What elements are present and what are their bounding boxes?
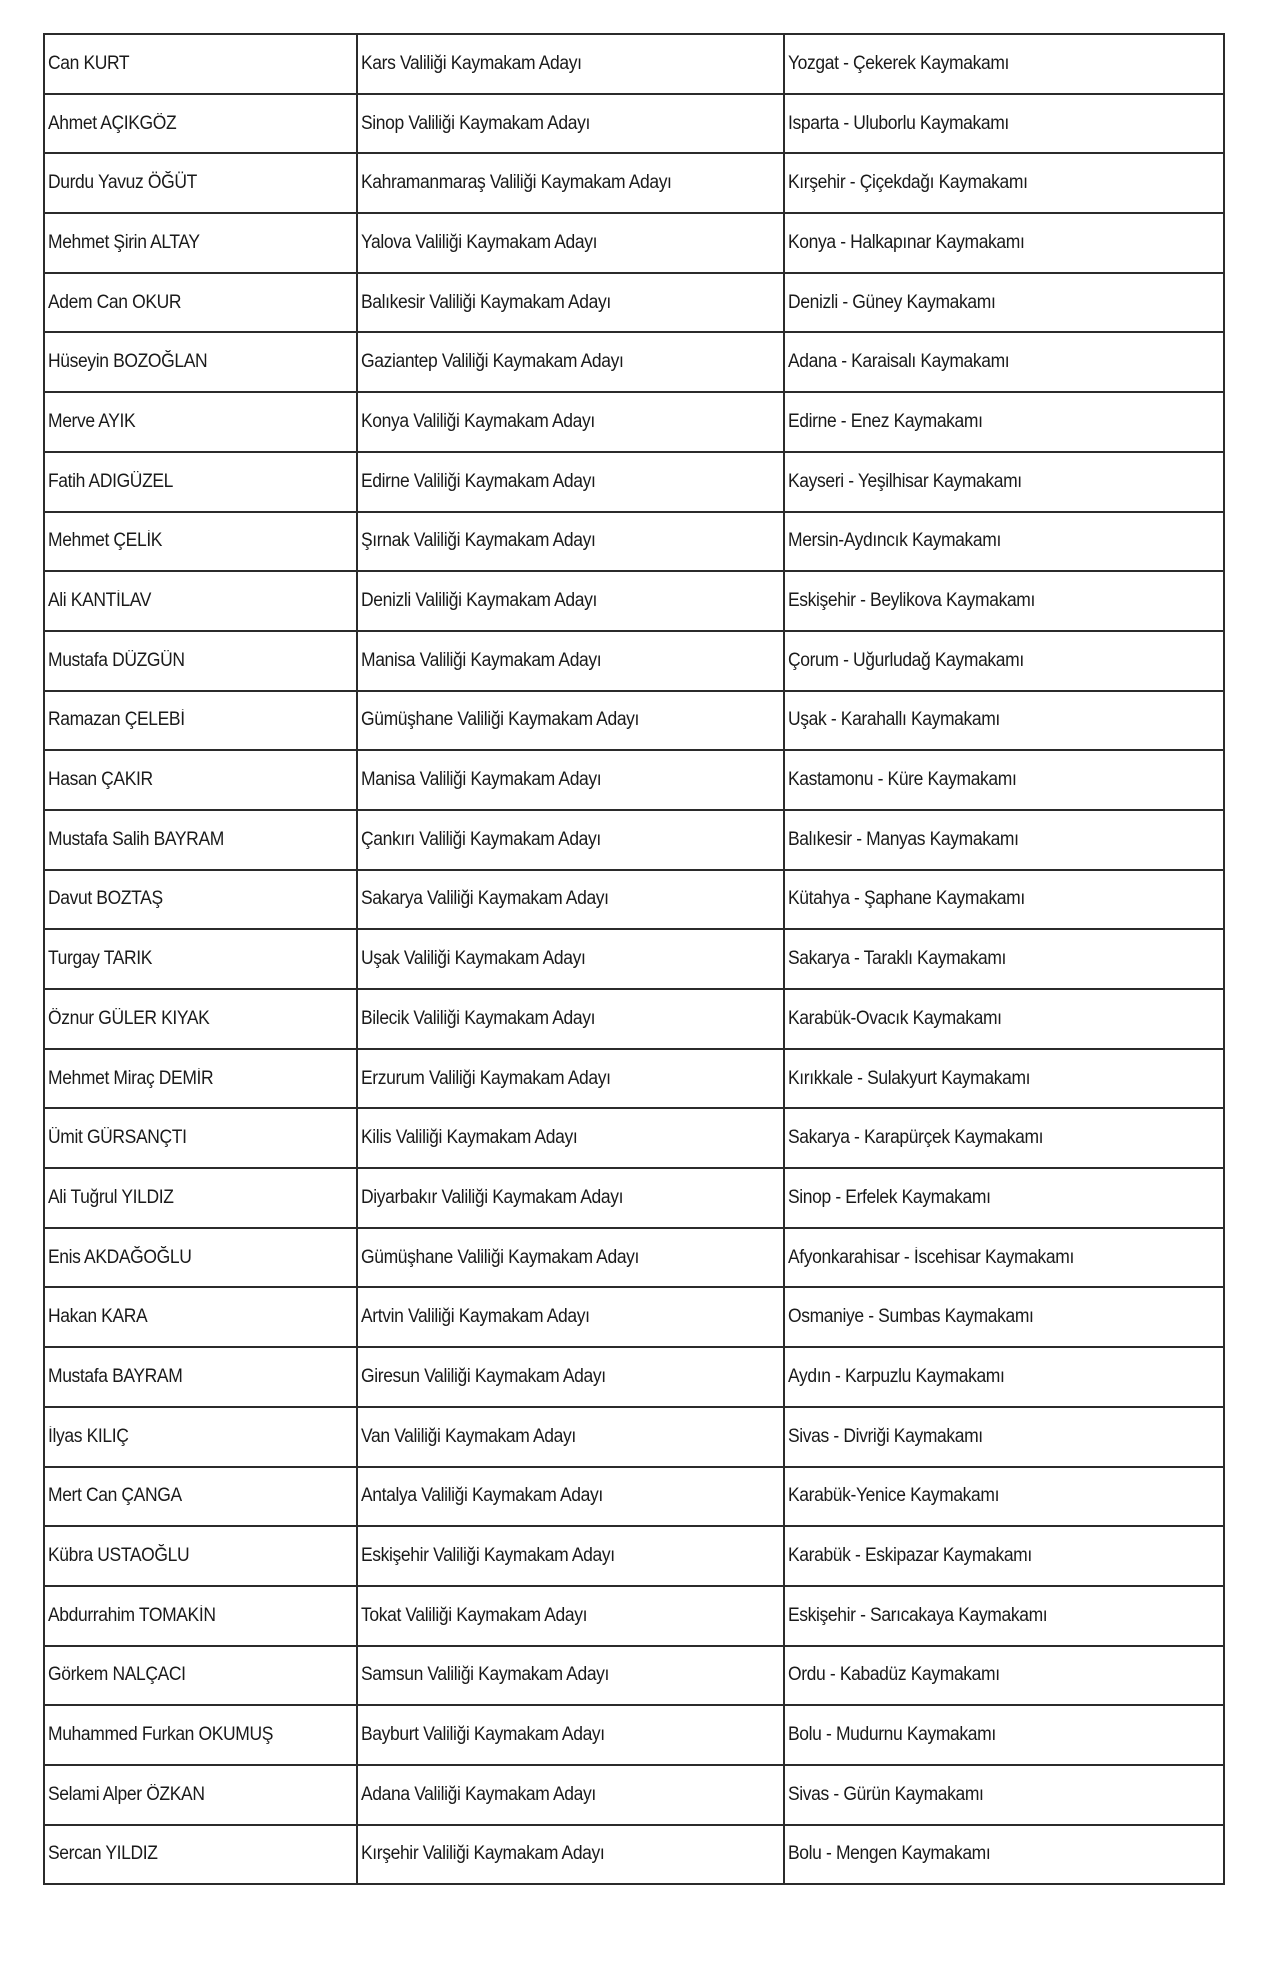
person-name-cell-text: Öznur GÜLER KIYAK xyxy=(48,1007,210,1029)
current-post-cell xyxy=(357,1526,784,1586)
table-row xyxy=(44,989,1224,1049)
person-name-cell xyxy=(44,1407,357,1467)
person-name-cell-text: Mustafa BAYRAM xyxy=(48,1365,183,1387)
new-post-cell xyxy=(784,153,1224,213)
person-name-cell-text: Ümit GÜRSANÇTI xyxy=(48,1127,187,1149)
new-post-cell-text: Afyonkarahisar - İscehisar Kaymakamı xyxy=(788,1246,1074,1268)
new-post-cell xyxy=(784,34,1224,94)
new-post-cell-text: Ordu - Kabadüz Kaymakamı xyxy=(788,1664,1000,1686)
current-post-cell-text: Şırnak Valiliği Kaymakam Adayı xyxy=(361,530,596,552)
new-post-cell xyxy=(784,1407,1224,1467)
table-row xyxy=(44,631,1224,691)
new-post-cell xyxy=(784,1049,1224,1109)
current-post-cell xyxy=(357,1646,784,1706)
current-post-cell-text: Edirne Valiliği Kaymakam Adayı xyxy=(361,470,596,492)
new-post-cell xyxy=(784,452,1224,512)
person-name-cell xyxy=(44,213,357,273)
table-row xyxy=(44,1765,1224,1825)
current-post-cell xyxy=(357,1347,784,1407)
current-post-cell xyxy=(357,750,784,810)
person-name-cell-text: Mehmet ÇELİK xyxy=(48,530,163,552)
new-post-cell-text: Yozgat - Çekerek Kaymakamı xyxy=(788,52,1010,74)
current-post-cell-text: Kahramanmaraş Valiliği Kaymakam Adayı xyxy=(361,172,672,194)
table-row xyxy=(44,1825,1224,1885)
current-post-cell-text: Gümüşhane Valiliği Kaymakam Adayı xyxy=(361,709,640,731)
current-post-cell xyxy=(357,1407,784,1467)
new-post-cell xyxy=(784,750,1224,810)
new-post-cell xyxy=(784,989,1224,1049)
person-name-cell-text: Mert Can ÇANGA xyxy=(48,1485,182,1507)
current-post-cell xyxy=(357,213,784,273)
table-row xyxy=(44,512,1224,572)
person-name-cell-text: Mustafa DÜZGÜN xyxy=(48,649,185,671)
person-name-cell xyxy=(44,929,357,989)
table-row xyxy=(44,1168,1224,1228)
table-row xyxy=(44,1467,1224,1527)
person-name-cell xyxy=(44,332,357,392)
new-post-cell-text: Eskişehir - Beylikova Kaymakamı xyxy=(788,590,1035,612)
new-post-cell-text: Karabük-Yenice Kaymakamı xyxy=(788,1485,1000,1507)
current-post-cell-text: Sakarya Valiliği Kaymakam Adayı xyxy=(361,888,609,910)
person-name-cell xyxy=(44,1765,357,1825)
current-post-cell xyxy=(357,1467,784,1527)
table-row xyxy=(44,929,1224,989)
table-row xyxy=(44,34,1224,94)
person-name-cell-text: Selami Alper ÖZKAN xyxy=(48,1783,205,1805)
table-row xyxy=(44,1526,1224,1586)
current-post-cell xyxy=(357,1228,784,1288)
table-row xyxy=(44,870,1224,930)
new-post-cell-text: Aydın - Karpuzlu Kaymakamı xyxy=(788,1365,1005,1387)
table-row xyxy=(44,810,1224,870)
person-name-cell-text: Mustafa Salih BAYRAM xyxy=(48,828,224,850)
person-name-cell-text: Ramazan ÇELEBİ xyxy=(48,709,185,731)
current-post-cell xyxy=(357,1586,784,1646)
person-name-cell xyxy=(44,1646,357,1706)
current-post-cell-text: Çankırı Valiliği Kaymakam Adayı xyxy=(361,828,601,850)
table-row xyxy=(44,691,1224,751)
new-post-cell-text: Sivas - Divriği Kaymakamı xyxy=(788,1425,983,1447)
current-post-cell-text: Balıkesir Valiliği Kaymakam Adayı xyxy=(361,291,611,313)
person-name-cell xyxy=(44,1825,357,1885)
person-name-cell-text: Fatih ADIGÜZEL xyxy=(48,470,174,492)
person-name-cell-text: İlyas KILIÇ xyxy=(48,1425,129,1447)
current-post-cell-text: Diyarbakır Valiliği Kaymakam Adayı xyxy=(361,1186,624,1208)
current-post-cell-text: Gaziantep Valiliği Kaymakam Adayı xyxy=(361,351,624,373)
current-post-cell xyxy=(357,929,784,989)
current-post-cell-text: Manisa Valiliği Kaymakam Adayı xyxy=(361,649,602,671)
person-name-cell-text: Ahmet AÇIKGÖZ xyxy=(48,112,177,134)
new-post-cell xyxy=(784,1825,1224,1885)
new-post-cell-text: Denizli - Güney Kaymakamı xyxy=(788,291,996,313)
current-post-cell xyxy=(357,1168,784,1228)
person-name-cell xyxy=(44,810,357,870)
person-name-cell xyxy=(44,750,357,810)
person-name-cell xyxy=(44,1467,357,1527)
new-post-cell-text: Bolu - Mengen Kaymakamı xyxy=(788,1843,991,1865)
person-name-cell xyxy=(44,1049,357,1109)
new-post-cell-text: Sivas - Gürün Kaymakamı xyxy=(788,1783,984,1805)
new-post-cell-text: Mersin-Aydıncık Kaymakamı xyxy=(788,530,1001,552)
table-row xyxy=(44,452,1224,512)
new-post-cell-text: Sakarya - Karapürçek Kaymakamı xyxy=(788,1127,1044,1149)
person-name-cell xyxy=(44,1526,357,1586)
table-row xyxy=(44,153,1224,213)
new-post-cell-text: Edirne - Enez Kaymakamı xyxy=(788,410,983,432)
person-name-cell xyxy=(44,452,357,512)
person-name-cell-text: Merve AYIK xyxy=(48,410,136,432)
new-post-cell-text: Konya - Halkapınar Kaymakamı xyxy=(788,231,1025,253)
person-name-cell xyxy=(44,1586,357,1646)
person-name-cell xyxy=(44,1168,357,1228)
new-post-cell xyxy=(784,1705,1224,1765)
new-post-cell-text: Eskişehir - Sarıcakaya Kaymakamı xyxy=(788,1604,1048,1626)
person-name-cell-text: Kübra USTAOĞLU xyxy=(48,1545,190,1567)
table-row xyxy=(44,1586,1224,1646)
person-name-cell xyxy=(44,1287,357,1347)
current-post-cell xyxy=(357,153,784,213)
document-page xyxy=(43,33,1223,1885)
current-post-cell xyxy=(357,1825,784,1885)
current-post-cell-text: Giresun Valiliği Kaymakam Adayı xyxy=(361,1365,606,1387)
new-post-cell xyxy=(784,1467,1224,1527)
person-name-cell-text: Hüseyin BOZOĞLAN xyxy=(48,351,208,373)
new-post-cell-text: Karabük-Ovacık Kaymakamı xyxy=(788,1007,1002,1029)
new-post-cell xyxy=(784,810,1224,870)
new-post-cell-text: Sinop - Erfelek Kaymakamı xyxy=(788,1186,991,1208)
new-post-cell xyxy=(784,631,1224,691)
person-name-cell xyxy=(44,631,357,691)
current-post-cell xyxy=(357,452,784,512)
table-row xyxy=(44,750,1224,810)
new-post-cell xyxy=(784,1168,1224,1228)
person-name-cell xyxy=(44,392,357,452)
new-post-cell-text: Kayseri - Yeşilhisar Kaymakamı xyxy=(788,470,1022,492)
new-post-cell-text: Kütahya - Şaphane Kaymakamı xyxy=(788,888,1025,910)
new-post-cell-text: Kırıkkale - Sulakyurt Kaymakamı xyxy=(788,1067,1031,1089)
new-post-cell-text: Kırşehir - Çiçekdağı Kaymakamı xyxy=(788,172,1028,194)
current-post-cell xyxy=(357,512,784,572)
new-post-cell-text: Bolu - Mudurnu Kaymakamı xyxy=(788,1724,996,1746)
current-post-cell-text: Uşak Valiliği Kaymakam Adayı xyxy=(361,948,586,970)
person-name-cell xyxy=(44,1347,357,1407)
current-post-cell-text: Antalya Valiliği Kaymakam Adayı xyxy=(361,1485,603,1507)
current-post-cell xyxy=(357,1049,784,1109)
current-post-cell-text: Kilis Valiliği Kaymakam Adayı xyxy=(361,1127,578,1149)
person-name-cell-text: Durdu Yavuz ÖĞÜT xyxy=(48,172,197,194)
current-post-cell xyxy=(357,691,784,751)
person-name-cell xyxy=(44,273,357,333)
new-post-cell-text: Çorum - Uğurludağ Kaymakamı xyxy=(788,649,1024,671)
current-post-cell-text: Kars Valiliği Kaymakam Adayı xyxy=(361,52,582,74)
person-name-cell-text: Sercan YILDIZ xyxy=(48,1843,158,1865)
table-row xyxy=(44,1347,1224,1407)
current-post-cell xyxy=(357,392,784,452)
person-name-cell xyxy=(44,34,357,94)
person-name-cell xyxy=(44,989,357,1049)
person-name-cell xyxy=(44,153,357,213)
table-row xyxy=(44,392,1224,452)
person-name-cell-text: Muhammed Furkan OKUMUŞ xyxy=(48,1724,274,1746)
current-post-cell-text: Van Valiliği Kaymakam Adayı xyxy=(361,1425,576,1447)
table-row xyxy=(44,1108,1224,1168)
new-post-cell xyxy=(784,94,1224,154)
new-post-cell-text: Uşak - Karahallı Kaymakamı xyxy=(788,709,1000,731)
table-row xyxy=(44,571,1224,631)
new-post-cell xyxy=(784,1526,1224,1586)
person-name-cell xyxy=(44,94,357,154)
current-post-cell-text: Sinop Valiliği Kaymakam Adayı xyxy=(361,112,590,134)
current-post-cell xyxy=(357,34,784,94)
appointment-table-body xyxy=(44,34,1224,1884)
current-post-cell-text: Gümüşhane Valiliği Kaymakam Adayı xyxy=(361,1246,640,1268)
new-post-cell-text: Adana - Karaisalı Kaymakamı xyxy=(788,351,1010,373)
current-post-cell xyxy=(357,631,784,691)
current-post-cell xyxy=(357,870,784,930)
table-row xyxy=(44,1287,1224,1347)
table-row xyxy=(44,94,1224,154)
new-post-cell-text: Osmaniye - Sumbas Kaymakamı xyxy=(788,1306,1034,1328)
new-post-cell xyxy=(784,1287,1224,1347)
current-post-cell-text: Erzurum Valiliği Kaymakam Adayı xyxy=(361,1067,611,1089)
current-post-cell xyxy=(357,571,784,631)
person-name-cell xyxy=(44,691,357,751)
person-name-cell-text: Hasan ÇAKIR xyxy=(48,769,153,791)
current-post-cell xyxy=(357,332,784,392)
person-name-cell-text: Mehmet Miraç DEMİR xyxy=(48,1067,214,1089)
current-post-cell xyxy=(357,989,784,1049)
person-name-cell-text: Enis AKDAĞOĞLU xyxy=(48,1246,192,1268)
table-row xyxy=(44,213,1224,273)
person-name-cell xyxy=(44,1108,357,1168)
current-post-cell-text: Kırşehir Valiliği Kaymakam Adayı xyxy=(361,1843,605,1865)
new-post-cell xyxy=(784,1108,1224,1168)
current-post-cell-text: Samsun Valiliği Kaymakam Adayı xyxy=(361,1664,610,1686)
new-post-cell xyxy=(784,332,1224,392)
new-post-cell xyxy=(784,512,1224,572)
new-post-cell-text: Kastamonu - Küre Kaymakamı xyxy=(788,769,1017,791)
current-post-cell-text: Adana Valiliği Kaymakam Adayı xyxy=(361,1783,596,1805)
person-name-cell-text: Adem Can OKUR xyxy=(48,291,182,313)
current-post-cell-text: Yalova Valiliği Kaymakam Adayı xyxy=(361,231,598,253)
new-post-cell xyxy=(784,929,1224,989)
new-post-cell xyxy=(784,1347,1224,1407)
person-name-cell-text: Ali KANTİLAV xyxy=(48,590,152,612)
person-name-cell-text: Ali Tuğrul YILDIZ xyxy=(48,1186,174,1208)
person-name-cell xyxy=(44,571,357,631)
current-post-cell xyxy=(357,1765,784,1825)
person-name-cell-text: Görkem NALÇACI xyxy=(48,1664,186,1686)
current-post-cell xyxy=(357,1108,784,1168)
table-row xyxy=(44,1228,1224,1288)
current-post-cell-text: Eskişehir Valiliği Kaymakam Adayı xyxy=(361,1545,615,1567)
person-name-cell-text: Abdurrahim TOMAKİN xyxy=(48,1604,216,1626)
new-post-cell-text: Sakarya - Taraklı Kaymakamı xyxy=(788,948,1007,970)
table-row xyxy=(44,332,1224,392)
new-post-cell xyxy=(784,1586,1224,1646)
new-post-cell xyxy=(784,273,1224,333)
person-name-cell-text: Turgay TARIK xyxy=(48,948,153,970)
person-name-cell-text: Davut BOZTAŞ xyxy=(48,888,163,910)
current-post-cell xyxy=(357,94,784,154)
new-post-cell xyxy=(784,213,1224,273)
current-post-cell-text: Manisa Valiliği Kaymakam Adayı xyxy=(361,769,602,791)
current-post-cell-text: Artvin Valiliği Kaymakam Adayı xyxy=(361,1306,590,1328)
person-name-cell-text: Mehmet Şirin ALTAY xyxy=(48,231,200,253)
current-post-cell-text: Konya Valiliği Kaymakam Adayı xyxy=(361,410,595,432)
person-name-cell-text: Can KURT xyxy=(48,52,130,74)
current-post-cell xyxy=(357,1287,784,1347)
person-name-cell xyxy=(44,870,357,930)
current-post-cell xyxy=(357,810,784,870)
person-name-cell xyxy=(44,512,357,572)
current-post-cell-text: Bayburt Valiliği Kaymakam Adayı xyxy=(361,1724,605,1746)
person-name-cell-text: Hakan KARA xyxy=(48,1306,148,1328)
new-post-cell xyxy=(784,691,1224,751)
new-post-cell xyxy=(784,1646,1224,1706)
table-row xyxy=(44,1646,1224,1706)
table-row xyxy=(44,1407,1224,1467)
new-post-cell-text: Karabük - Eskipazar Kaymakamı xyxy=(788,1545,1032,1567)
new-post-cell xyxy=(784,1765,1224,1825)
new-post-cell xyxy=(784,571,1224,631)
new-post-cell xyxy=(784,392,1224,452)
current-post-cell-text: Denizli Valiliği Kaymakam Adayı xyxy=(361,590,598,612)
table-row xyxy=(44,1705,1224,1765)
table-row xyxy=(44,273,1224,333)
current-post-cell-text: Bilecik Valiliği Kaymakam Adayı xyxy=(361,1007,596,1029)
new-post-cell xyxy=(784,1228,1224,1288)
person-name-cell xyxy=(44,1705,357,1765)
current-post-cell-text: Tokat Valiliği Kaymakam Adayı xyxy=(361,1604,588,1626)
new-post-cell-text: Isparta - Uluborlu Kaymakamı xyxy=(788,112,1009,134)
table-row xyxy=(44,1049,1224,1109)
current-post-cell xyxy=(357,1705,784,1765)
person-name-cell xyxy=(44,1228,357,1288)
new-post-cell xyxy=(784,870,1224,930)
appointment-table xyxy=(43,33,1225,1885)
new-post-cell-text: Balıkesir - Manyas Kaymakamı xyxy=(788,828,1019,850)
current-post-cell xyxy=(357,273,784,333)
